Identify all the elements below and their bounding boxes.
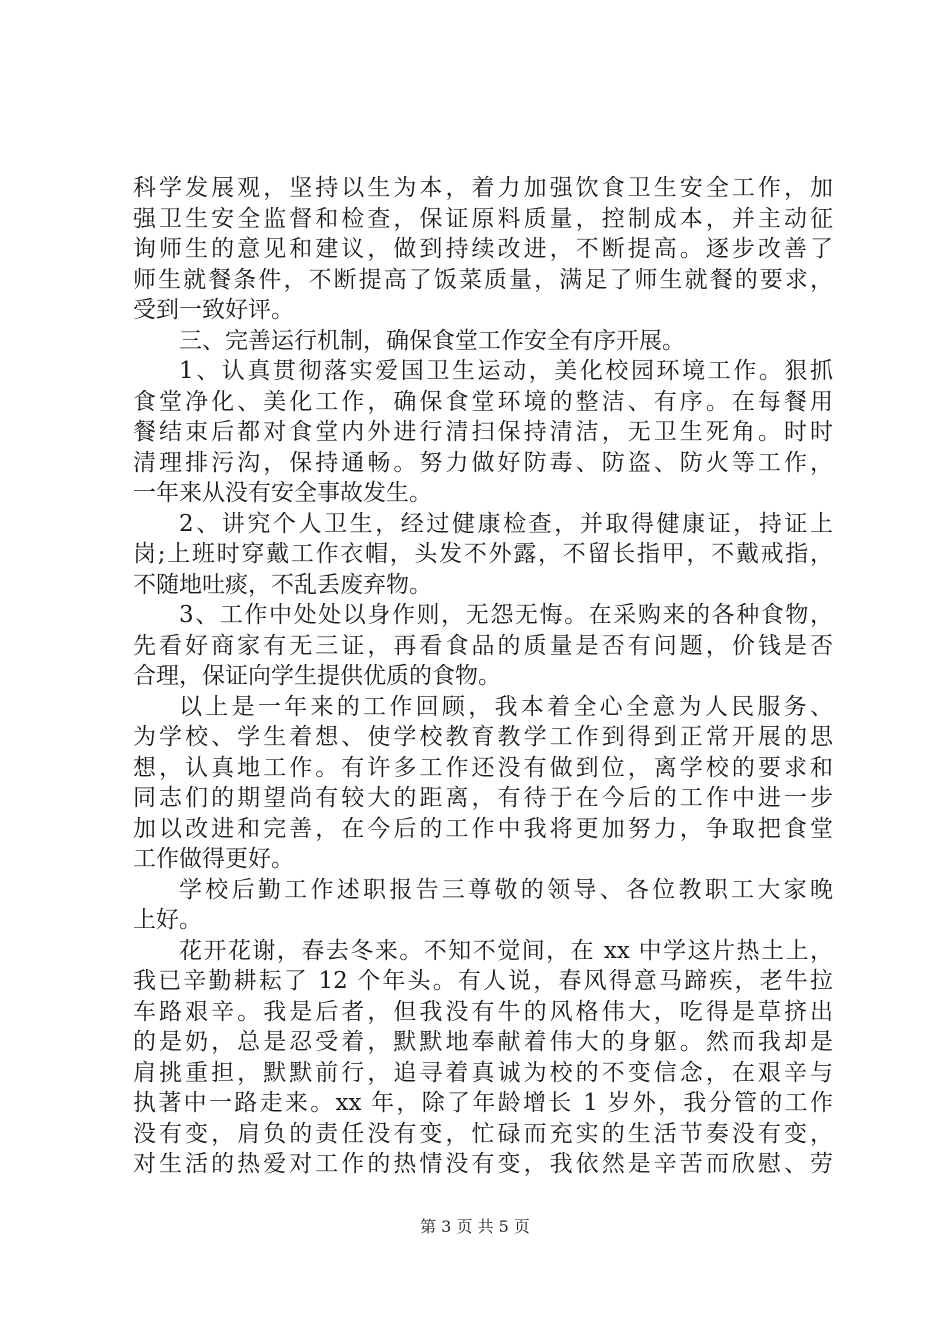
text-line: 科学发展观，坚持以生为本，着力加强饮食卫生安全工作，加 [133,175,833,201]
text-line: 1、认真贯彻落实爱国卫生运动，美化校园环境工作。狠抓 [179,358,833,384]
text-line: 花开花谢，春去冬来。不知不觉间，在 xx 中学这片热土上， [179,937,833,964]
text-line: 先看好商家有无三证，再看食品的质量是否有问题，价钱是否 [133,632,833,659]
text-line: 执著中一路走来。xx 年，除了年龄增长 1 岁外，我分管的工作 [133,1090,833,1116]
text-line: 想，认真地工作。有许多工作还没有做到位，离学校的要求和 [133,754,833,781]
text-line: 强卫生安全监督和检查，保证原料质量，控制成本，并主动征 [133,205,833,232]
page-number-footer: 第 3 页 共 5 页 [420,1217,530,1236]
text-line: 餐结束后都对食堂内外进行清扫保持清洁，无卫生死角。时时 [133,419,833,445]
text-line: 2、讲究个人卫生，经过健康检查，并取得健康证，持证上 [179,510,833,537]
text-line: 同志们的期望尚有较大的距离，有待于在今后的工作中进一步 [133,785,833,811]
text-line: 不随地吐痰，不乱丢废弃物。 [133,571,432,598]
text-line: 对生活的热爱对工作的热情没有变，我依然是辛苦而欣慰、劳 [133,1151,833,1177]
text-line: 的是奶，总是忍受着，默默地奉献着伟大的身躯。然而我却是 [133,1029,833,1055]
text-line: 没有变，肩负的责任没有变，忙碌而充实的生活节奏没有变， [133,1120,833,1147]
document-body [133,173,833,1180]
text-line: 工作做得更好。 [133,846,294,872]
text-line: 清理排污沟，保持通畅。努力做好防毒、防盗、防火等工作， [133,449,833,476]
text-line: 合理，保证向学生提供优质的食物。 [133,663,501,689]
text-line: 加以改进和完善，在今后的工作中我将更加努力，争取把食堂 [133,815,833,842]
text-line: 我已辛勤耕耘了 12 个年头。有人说，春风得意马蹄疾，老牛拉 [133,968,833,994]
text-line: 上好。 [133,907,202,933]
text-line: 三、完善运行机制，确保食堂工作安全有序开展。 [179,327,685,354]
text-line: 车路艰辛。我是后者，但我没有牛的风格伟大，吃得是草挤出 [133,998,833,1025]
text-line: 学校后勤工作述职报告三尊敬的领导、各位教职工大家晚 [179,876,833,903]
text-line: 食堂净化、美化工作，确保食堂环境的整洁、有序。在每餐用 [133,388,833,415]
text-line: 3、工作中处处以身作则，无怨无悔。在采购来的各种食物， [179,602,833,628]
text-line: 肩挑重担，默默前行，追寻着真诚为校的不变信念，在艰辛与 [133,1059,833,1086]
text-line: 岗;上班时穿戴工作衣帽，头发不外露，不留长指甲，不戴戒指， [133,541,833,567]
text-line: 询师生的意见和建议，做到持续改进，不断提高。逐步改善了 [133,236,833,262]
text-line: 一年来从没有安全事故发生。 [133,480,432,506]
text-line: 为学校、学生着想、使学校教育教学工作到得到正常开展的思 [133,724,833,750]
text-line: 以上是一年来的工作回顾，我本着全心全意为人民服务、 [179,693,833,720]
text-line: 师生就餐条件，不断提高了饭菜质量，满足了师生就餐的要求， [133,266,833,293]
text-line: 受到一致好评。 [133,297,294,323]
